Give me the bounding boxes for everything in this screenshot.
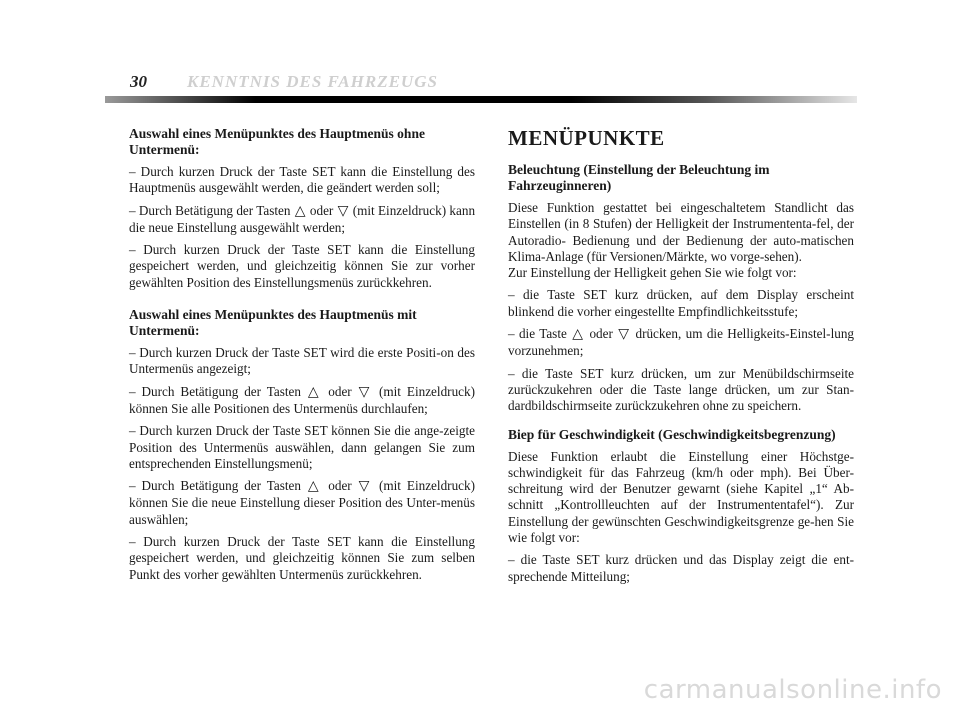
section-heading-biep: Biep für Geschwindigkeit (Geschwindigkeitsbegrenzung) xyxy=(508,426,836,442)
paragraph: – die Taste △ oder ▽ drücken, um die Helligkeits-Einstel-lung vorzunehmen; xyxy=(508,326,855,359)
right-column xyxy=(508,126,854,591)
paragraph: – die Taste SET kurz drücken und das Display zeigt die ent-sprechende Mitteilung; xyxy=(508,552,854,584)
left-column xyxy=(129,126,475,589)
up-triangle-icon: △ xyxy=(572,327,585,343)
chapter-title: KENNTNIS DES FAHRZEUGS xyxy=(187,72,438,91)
paragraph: – Durch kurzen Druck der Taste SET wird die erste Positi-on des Untermenüs angezeigt; xyxy=(129,345,475,377)
paragraph: Diese Funktion gestattet bei eingeschaltetem Standlicht das Einstellen (in 8 Stufen) der Helligkeit der Instrumententa-fel, der Autoradio- Bedienung und der Bedienung der auto-matischen Klima-Anlage (für Versionen/Märkte, wo vorge-sehen). xyxy=(508,200,854,264)
up-triangle-icon: △ xyxy=(307,384,322,400)
watermark: carmanualsonline.info xyxy=(643,675,942,705)
paragraph: – die Taste SET kurz drücken, auf dem Display erscheint blinkend die vorher eingestellte Empfindlichkeitsstufe; xyxy=(508,287,854,319)
down-triangle-icon: ▽ xyxy=(358,384,373,400)
page-header xyxy=(130,72,438,92)
section-heading-ohne-untermenue: Auswahl eines Menüpunktes des Hauptmenüs ohne Untermenü: xyxy=(129,126,425,157)
up-triangle-icon: △ xyxy=(294,203,306,219)
down-triangle-icon: ▽ xyxy=(618,327,631,343)
paragraph: Zur Einstellung der Helligkeit gehen Sie wie folgt vor: xyxy=(508,265,797,281)
paragraph: – Durch kurzen Druck der Taste SET kann die Einstellung gespeichert werden, und gleichzeitig können Sie zur vorher gewählten Position des Einstellungsmenüs zurückkehren. xyxy=(129,242,475,290)
paragraph: Diese Funktion erlaubt die Einstellung einer Höchstge-schwindigkeit für das Fahrzeug (km/h oder mph). Bei Über-schreitung wird der Benutzer gewarnt (siehe Kapitel „1“ Ab-schnitt „Kontrollleuchten auf der Instrumententafel“). Zur Einstellung der gewünschten Geschwindigkeitsgrenze ge-hen Sie wie folgt vor: xyxy=(508,448,854,546)
section-heading-beleuchtung: Beleuchtung (Einstellung der Beleuchtung im Fahrzeuginneren) xyxy=(508,162,770,193)
paragraph: – Durch kurzen Druck der Taste SET kann die Einstellung des Hauptmenüs ausgewählt werden, die geändert werden soll; xyxy=(129,164,475,196)
menu-points-title: MENÜPUNKTE xyxy=(508,126,665,150)
paragraph: – Durch Betätigung der Tasten △ oder ▽ (mit Einzeldruck) können Sie alle Positionen des Untermenüs durchlaufen; xyxy=(129,383,475,416)
up-triangle-icon: △ xyxy=(307,479,322,495)
paragraph: – Durch kurzen Druck der Taste SET können Sie die ange-zeigte Position des Untermenüs auswählen, dann gelangen Sie zum entsprechenden Einstellungsmenü; xyxy=(129,423,475,471)
down-triangle-icon: ▽ xyxy=(358,479,373,495)
paragraph: – Durch kurzen Druck der Taste SET kann die Einstellung gespeichert werden, und gleichzeitig können Sie zum selben Punkt des vorher gewählten Untermenüs zurückkehren. xyxy=(129,534,475,582)
paragraph: – Durch Betätigung der Tasten △ oder ▽ (mit Einzeldruck) kann die neue Einstellung ausgewählt werden; xyxy=(129,202,476,235)
paragraph: – Durch Betätigung der Tasten △ oder ▽ (mit Einzeldruck) können Sie die neue Einstellung dieser Position des Unter-menüs auswählen; xyxy=(129,478,475,527)
down-triangle-icon: ▽ xyxy=(337,203,349,219)
section-heading-mit-untermenue: Auswahl eines Menüpunktes des Hauptmenüs mit Untermenü: xyxy=(129,307,417,339)
page-number: 30 xyxy=(130,72,147,91)
paragraph: – die Taste SET kurz drücken, um zur Menübildschirmseite zurückzukehren oder die Taste lange drücken, um zur Stan-dardbildschirmseite zurückzukehren ohne zu speichern. xyxy=(508,365,854,414)
header-rule xyxy=(105,96,857,103)
